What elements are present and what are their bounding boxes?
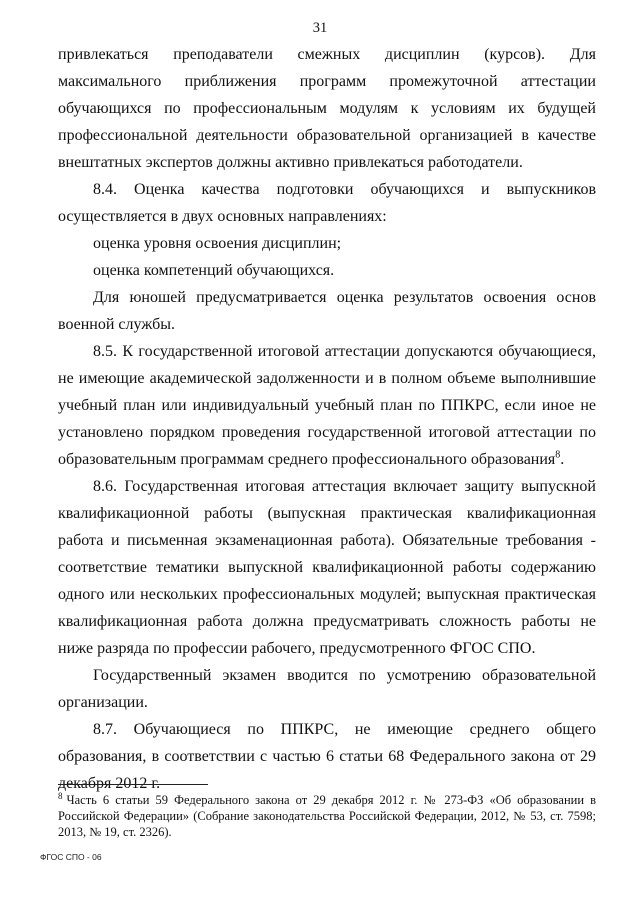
paragraph-continued: привлекаться преподаватели смежных дисциплин (курсов). Для максимального приближения программ промежуточной аттестации обучающихся по профессиональным модулям к условиям их будущей профессиональной деятельности образовательной организацией в качестве внештатных экспертов должны активно привлекаться работодатели. [58, 46, 596, 171]
footnote-text: Часть 6 статьи 59 Федерального закона от 29 декабря 2012 г. № 273-ФЗ «Об образовании в Российской Федерации» (Собрание законодательства Российской Федерации, 2012, № 53, ст. 7598; 2013, № 19, ст. 2326). [58, 793, 596, 839]
footnote-mark: 8 [58, 790, 63, 801]
paragraph-8-7: 8.7. Обучающиеся по ППКРС, не имеющие среднего общего образования, в соответствии с частью 6 статьи 68 Федерального закона от 29 декабря 2012 г. [58, 721, 596, 792]
footnote [58, 792, 596, 840]
paragraph-8-5-text: 8.5. К государственной итоговой аттестации допускаются обучающиеся, не имеющие академической задолженности и в полном объеме выполнившие учебный план или индивидуальный учебный план по ППКРС, если иное не установлено порядком проведения государственной итоговой аттестации по образовательным программам среднего профессионального образования [58, 343, 596, 468]
paragraph-state-exam: Государственный экзамен вводится по усмотрению образовательной организации. [58, 667, 596, 711]
paragraph-8-6: 8.6. Государственная итоговая аттестация включает защиту выпускной квалификационной работы (выпускная практическая квалификационная работа и письменная экзаменационная работа). Обязательные требования - соответствие тематики выпускной квалификационной работы содержанию одного или нескольких профессиональных модулей; выпускная практическая квалификационная работа должна предусматривать сложность работы не ниже разряда по профессии рабочего, предусмотренного ФГОС СПО. [58, 478, 596, 657]
footnote-separator [58, 784, 208, 785]
list-item: оценка компетенций обучающихся. [93, 262, 335, 279]
list-item: оценка уровня освоения дисциплин; [93, 235, 342, 252]
page-number: 31 [312, 20, 328, 36]
paragraph-8-4: 8.4. Оценка качества подготовки обучающихся и выпускников осуществляется в двух основных направлениях: [58, 181, 596, 225]
paragraph-8-5-end: . [560, 451, 565, 468]
paragraph-8-5 [58, 338, 596, 473]
body-text [58, 41, 596, 797]
paragraph-military: Для юношей предусматривается оценка результатов освоения основ военной службы. [58, 289, 596, 333]
document-code: ФГОС СПО - 06 [40, 852, 102, 862]
footnote-reference: 8 [555, 449, 561, 461]
